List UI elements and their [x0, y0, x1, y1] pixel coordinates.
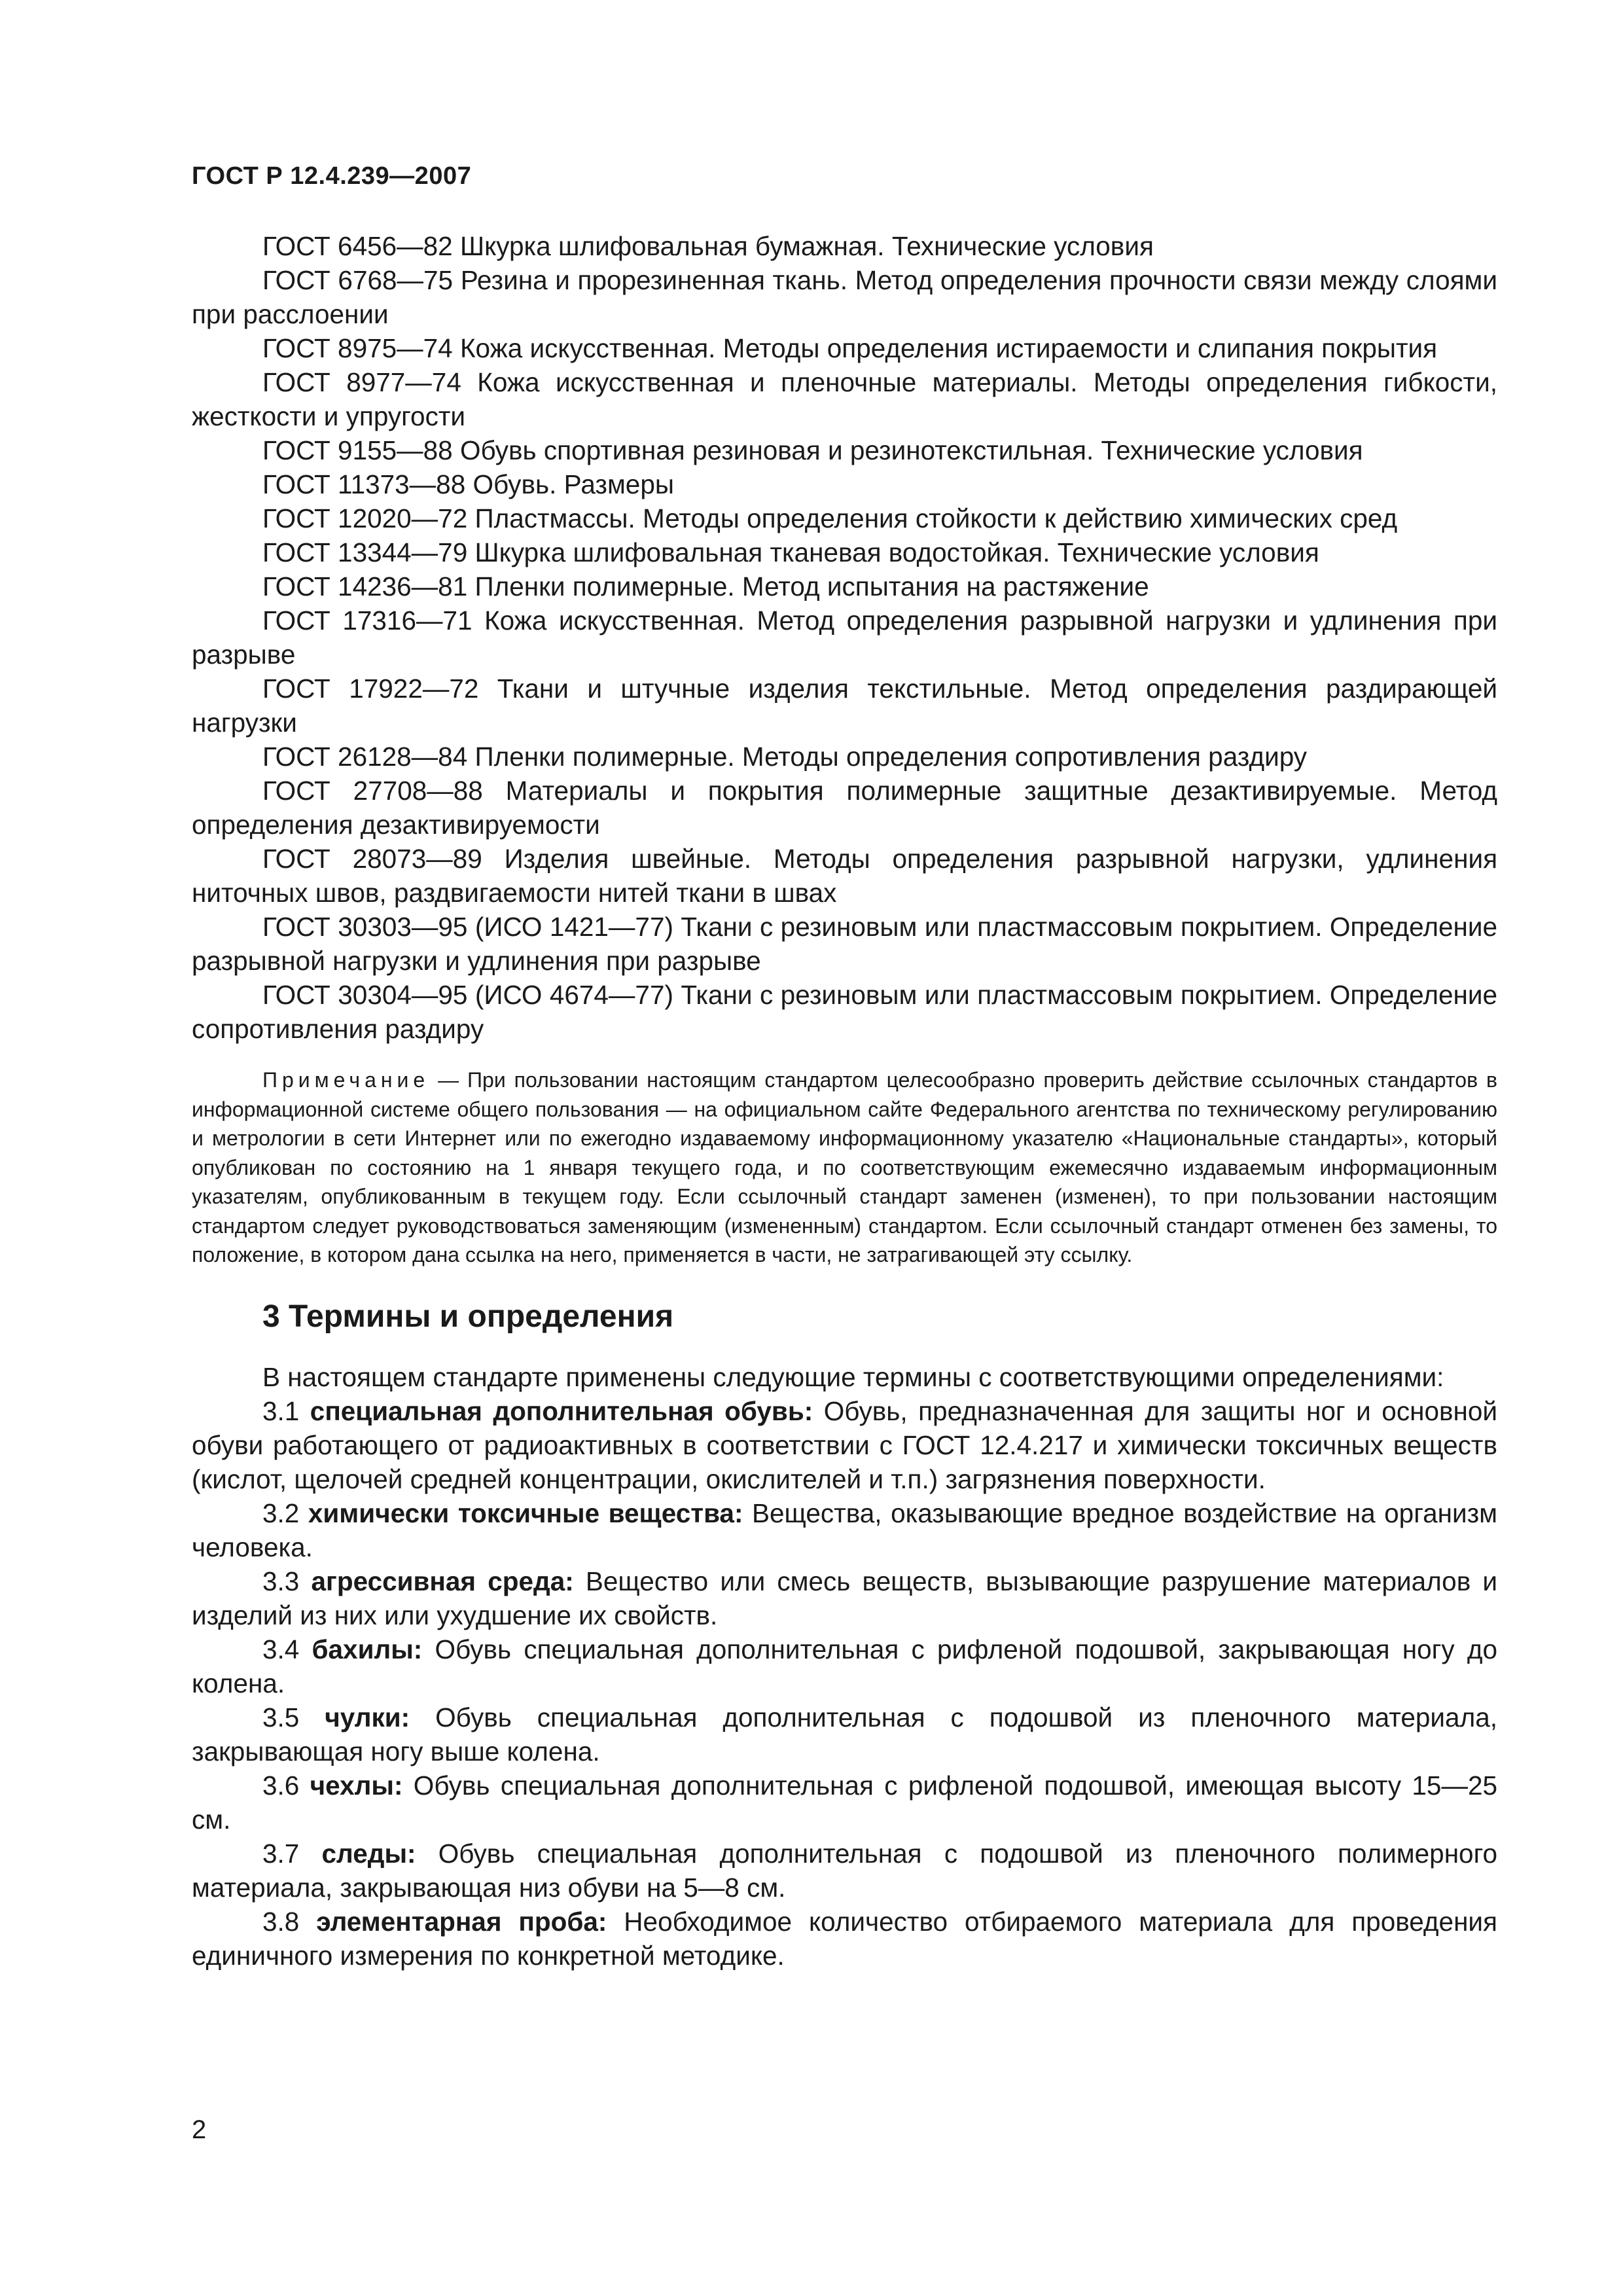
term-text: Вещество или смесь веществ, вызывающие разрушение материалов и изделий из них или ухудшение их свойств.	[192, 1566, 1498, 1630]
term-definition	[192, 1837, 1497, 1905]
term-definition	[192, 1496, 1497, 1564]
term-name: бахилы:	[312, 1634, 423, 1664]
reference-item: ГОСТ 6456—82 Шкурка шлифовальная бумажная. Технические условия	[262, 231, 1154, 261]
term-number: 3.8	[262, 1906, 317, 1937]
term-text: Обувь специальная дополнительная с рифленой подошвой, закрывающая ногу до колена.	[192, 1634, 1497, 1698]
section-intro: В настоящем стандарте применены следующие термины с соответствующими определениями:	[262, 1361, 1444, 1392]
reference-item: ГОСТ 28073—89 Изделия швейные. Методы определения разрывной нагрузки, удлинения ниточных швов, раздвигаемости нитей ткани в швах	[192, 844, 1497, 908]
term-name: чехлы:	[310, 1770, 403, 1801]
term-name: чулки:	[325, 1702, 410, 1732]
term-definition	[192, 1768, 1497, 1837]
term-number: 3.6	[262, 1770, 310, 1801]
term-number: 3.1	[262, 1395, 310, 1426]
document-body	[192, 229, 1497, 1973]
term-name: следы:	[321, 1838, 416, 1869]
note-label: Примечание	[262, 1068, 430, 1092]
reference-item: ГОСТ 8975—74 Кожа искусственная. Методы определения истираемости и слипания покрытия	[262, 333, 1438, 363]
reference-item: ГОСТ 12020—72 Пластмассы. Методы определения стойкости к действию химических сред	[262, 503, 1398, 533]
note-paragraph	[192, 1066, 1497, 1270]
term-definition	[192, 1632, 1497, 1700]
term-name: химически токсичные вещества:	[308, 1498, 743, 1528]
reference-item: ГОСТ 30303—95 (ИСО 1421—77) Ткани с резиновым или пластмассовым покрытием. Определение разрывной нагрузки и удлинения при разрыве	[192, 912, 1497, 976]
reference-item: ГОСТ 27708—88 Материалы и покрытия полимерные защитные дезактивируемые. Метод определения дезактивируемости	[192, 776, 1497, 840]
document-header: ГОСТ Р 12.4.239—2007	[192, 162, 472, 190]
term-definition	[192, 1700, 1497, 1768]
term-definition	[192, 1905, 1497, 1973]
term-definition	[192, 1564, 1497, 1632]
term-text: Вещества, оказывающие вредное воздействие на организм человека.	[192, 1498, 1498, 1562]
reference-item: ГОСТ 9155—88 Обувь спортивная резиновая и резинотекстильная. Технические условия	[262, 435, 1363, 465]
term-text: Необходимое количество отбираемого материала для проведения единичного измерения по конкретной методике.	[192, 1906, 1497, 1971]
term-number: 3.3	[262, 1566, 312, 1596]
section-heading: 3 Термины и определения	[262, 1299, 674, 1334]
reference-item: ГОСТ 17316—71 Кожа искусственная. Метод определения разрывной нагрузки и удлинения при разрыве	[192, 605, 1497, 670]
note-text: — При пользовании настоящим стандартом целесообразно проверить действие ссылочных стандартов в информационной системе общего пользования — на официальном сайте Федерального агентства по техническому регулированию и метрологии в сети Интернет или по ежегодно издаваемому информационному указателю «Национальные стандарты», который опубликован по состоянию на 1 января текущего года, и по соответствующим ежемесячно издаваемым информационным указателям, опубликованным в текущем году. Если ссылочный стандарт заменен (изменен), то при пользовании настоящим стандартом следует руководствоваться заменяющим (измененным) стандартом. Если ссылочный стандарт отменен без замены, то положение, в котором дана ссылка на него, применяется в части, не затрагивающей эту ссылку.	[192, 1068, 1497, 1266]
term-text: Обувь специальная дополнительная с рифленой подошвой, имеющая высоту 15—25 см.	[192, 1770, 1498, 1835]
term-text: Обувь специальная дополнительная с подошвой из пленочного материала, закрывающая ногу выше колена.	[192, 1702, 1497, 1767]
reference-item: ГОСТ 14236—81 Пленки полимерные. Метод испытания на растяжение	[262, 571, 1149, 601]
term-name: специальная дополнительная обувь:	[310, 1395, 813, 1426]
reference-item: ГОСТ 13344—79 Шкурка шлифовальная тканевая водостойкая. Технические условия	[262, 537, 1319, 567]
term-name: элементарная проба:	[316, 1906, 607, 1937]
reference-item: ГОСТ 6768—75 Резина и прорезиненная ткань. Метод определения прочности связи между слоями при расслоении	[192, 265, 1497, 329]
reference-item: ГОСТ 8977—74 Кожа искусственная и пленочные материалы. Методы определения гибкости, жесткости и упругости	[192, 367, 1497, 431]
reference-item: ГОСТ 17922—72 Ткани и штучные изделия текстильные. Метод определения раздирающей нагрузки	[192, 673, 1497, 738]
term-number: 3.4	[262, 1634, 312, 1664]
term-number: 3.5	[262, 1702, 325, 1732]
term-number: 3.7	[262, 1838, 322, 1869]
reference-item: ГОСТ 26128—84 Пленки полимерные. Методы определения сопротивления раздиру	[262, 742, 1308, 772]
term-number: 3.2	[262, 1498, 308, 1528]
term-name: агрессивная среда:	[311, 1566, 574, 1596]
term-text: Обувь специальная дополнительная с подошвой из пленочного полимерного материала, закрывающая низ обуви на 5—8 см.	[192, 1838, 1497, 1903]
reference-item: ГОСТ 30304—95 (ИСО 4674—77) Ткани с резиновым или пластмассовым покрытием. Определение сопротивления раздиру	[192, 980, 1497, 1044]
reference-item: ГОСТ 11373—88 Обувь. Размеры	[262, 469, 674, 499]
page-number: 2	[192, 2115, 207, 2144]
term-text: Обувь, предназначенная для защиты ног и основной обуви работающего от радиоактивных в соответствии с ГОСТ 12.4.217 и химически токсичных веществ (кислот, щелочей средней концентрации, окислителей и т.п.) загрязнения поверхности.	[192, 1395, 1497, 1494]
term-definition	[192, 1394, 1497, 1496]
